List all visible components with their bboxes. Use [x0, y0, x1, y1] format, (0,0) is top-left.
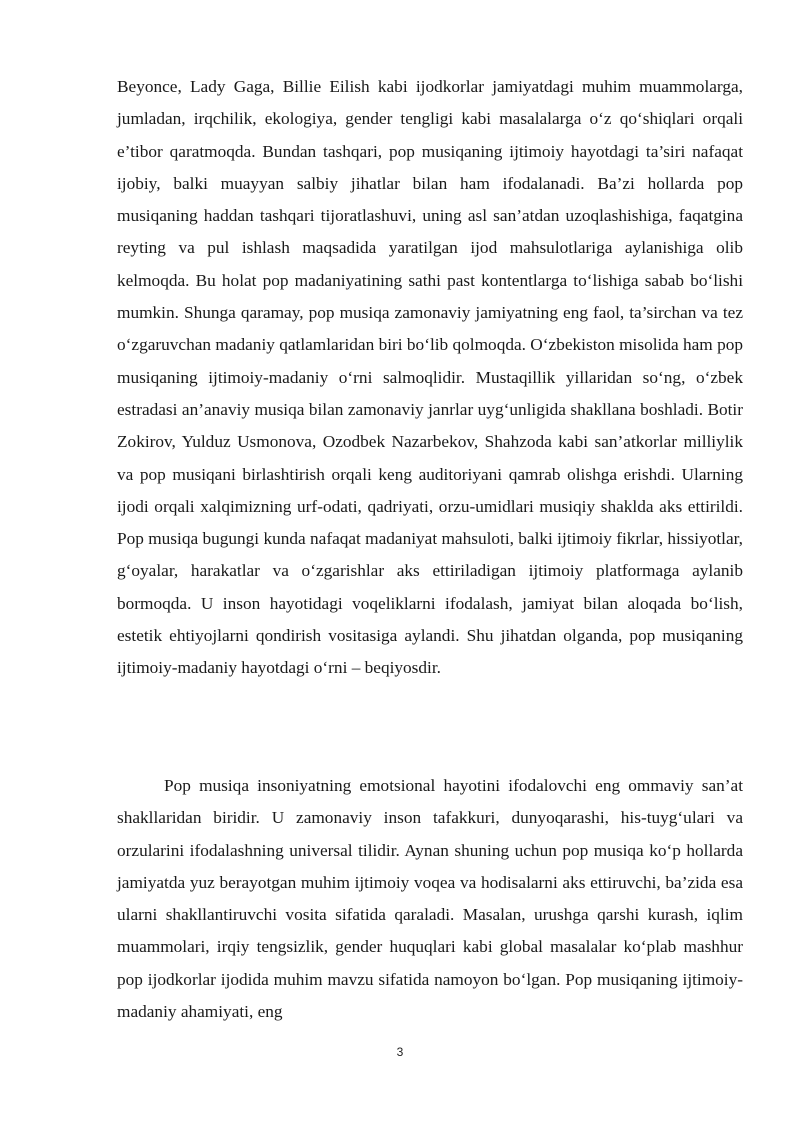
page-number: 3 — [396, 1045, 404, 1059]
body-paragraph: Pop musiqa insoniyatning emotsional hayotini ifodalovchi eng ommaviy san’at shakllaridan biridir. U zamonaviy inson tafakkuri, dunyoqarashi, his-tuyg‘ulari va orzularini ifodalashning universal tilidir. Aynan shuning uchun pop musiqa ko‘p hollarda jamiyatda yuz berayotgan muhim ijtimoiy voqea va hodisalarni aks ettiruvchi, ba’zida esa ularni shakllantiruvchi vosita sifatida qaraladi. Masalan, urushga qarshi kurash, iqlim muammolari, irqiy tengsizlik, gender huquqlari kabi global masalalar ko‘plab mashhur pop ijodkorlar ijodida muhim mavzu sifatida namoyon bo‘lgan. Pop musiqaning ijtimoiy-madaniy ahamiyati, eng — [117, 776, 743, 1022]
body-paragraph: Beyonce, Lady Gaga, Billie Eilish kabi ijodkorlar jamiyatdagi muhim muammolarga, jumladan, irqchilik, ekologiya, gender tengligi kabi masalalarga o‘z qo‘shiqlari orqali e’tibor qaratmoqda. Bundan tashqari, pop musiqaning ijtimoiy hayotdagi ta’siri nafaqat ijobiy, balki muayyan salbiy jihatlar bilan ham ifodalanadi. Ba’zi hollarda pop musiqaning haddan tashqari tijoratlashuvi, uning asl san’atdan uzoqlashishiga, faqatgina reyting va pul ishlash maqsadida yaratilgan ijod mahsulotlariga aylanishiga olib kelmoqda. Bu holat pop madaniyatining sathi past kontentlarga to‘lishiga sabab bo‘lishi mumkin. Shunga qaramay, pop musiqa zamonaviy jamiyatning eng faol, ta’sirchan va tez o‘zgaruvchan madaniy qatlamlaridan biri bo‘lib qolmoqda. O‘zbekiston misolida ham pop musiqaning ijtimoiy-madaniy o‘rni salmoqlidir. Mustaqillik yillaridan so‘ng, o‘zbek estradasi an’anaviy musiqa bilan zamonaviy janrlar uyg‘unligida shakllana boshladi. Botir Zokirov, Yulduz Usmonova, Ozodbek Nazarbekov, Shahzoda kabi san’atkorlar milliylik va pop musiqani birlashtirish orqali keng auditoriyani qamrab olishga erishdi. Ularning ijodi orqali xalqimizning urf-odati, qadriyati, orzu-umidlari musiqiy shaklda aks ettirildi. Pop musiqa bugungi kunda nafaqat madaniyat mahsuloti, balki ijtimoiy fikrlar, hissiyotlar, g‘oyalar, harakatlar va o‘zgarishlar aks ettiriladigan ijtimoiy platformaga aylanib bormoqda. U inson hayotidagi voqeliklarni ifodalash, jamiyat bilan aloqada bo‘lish, estetik ehtiyojlarni qondirish vositasiga aylandi. Shu jihatdan olganda, pop musiqaning ijtimoiy-madaniy hayotdagi o‘rni – beqiyosdir. — [117, 77, 743, 678]
